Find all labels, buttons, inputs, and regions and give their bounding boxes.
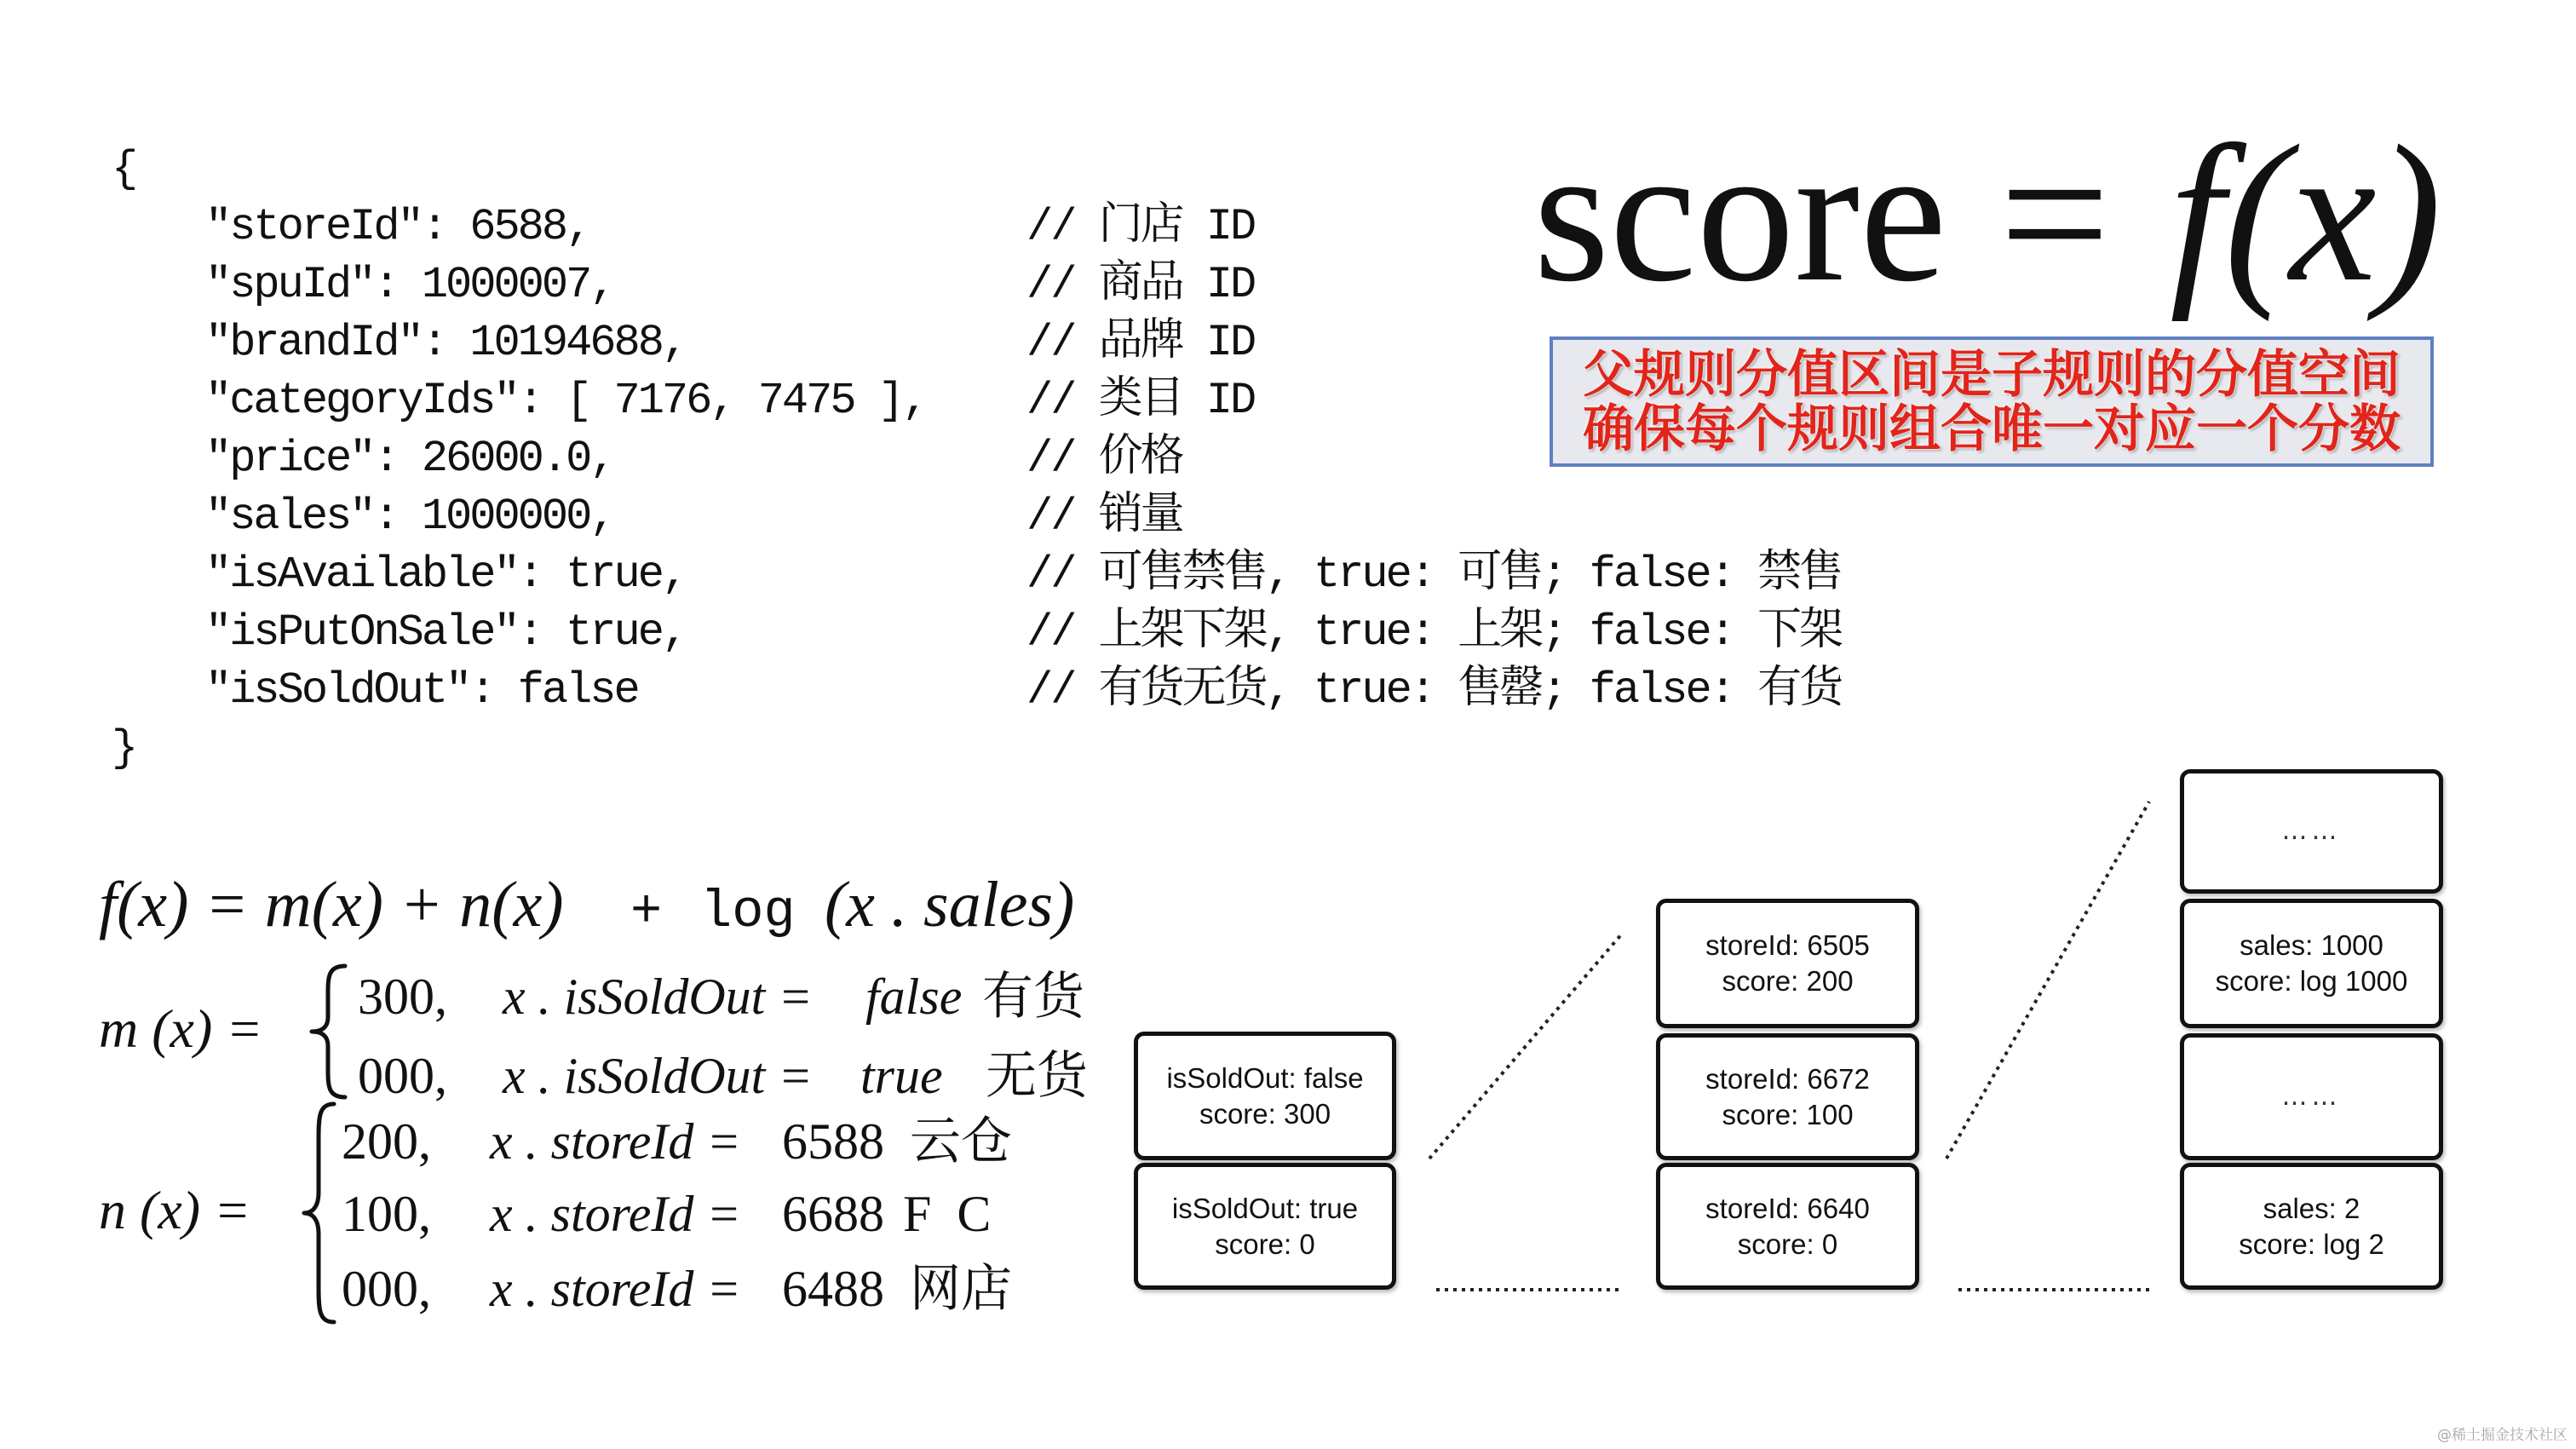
code-comment: // 价格 — [1026, 434, 1182, 484]
case-condition: x . isSoldOut = — [503, 969, 813, 1025]
case-condition: x . storeId = — [490, 1113, 741, 1170]
case-label: F C — [903, 1186, 992, 1242]
rule-note-box — [1550, 336, 2434, 467]
code-comment: // 上架下架, true: 上架; false: 下架 — [1026, 607, 1842, 658]
node-score: score: log 2 — [2239, 1228, 2384, 1260]
node-score: score: log 1000 — [2215, 965, 2408, 997]
node-field: storeId: 6640 — [1705, 1192, 1870, 1224]
headline-equals: = — [1999, 105, 2110, 322]
case-value: 200, — [342, 1113, 431, 1170]
code-text: "brandId": 10194688, — [205, 318, 687, 368]
node-score: score: 0 — [1737, 1228, 1838, 1260]
formula-log: log — [700, 882, 796, 942]
node-field: sales: 1000 — [2240, 929, 2383, 961]
code-close-brace-row — [0, 720, 2044, 778]
n-case-row — [0, 1259, 1107, 1319]
code-comment: // 销量 — [1026, 492, 1182, 542]
node-score: score: 0 — [1215, 1228, 1315, 1260]
node-score: score: 300 — [1199, 1097, 1331, 1130]
node-field: sales: 2 — [2263, 1192, 2360, 1224]
case-value: 300, — [358, 969, 447, 1025]
m-case-row — [0, 1046, 1107, 1106]
code-open-brace: { — [112, 144, 136, 194]
m-case-row — [0, 967, 1107, 1026]
node-ellipsis: …… — [2281, 1081, 2342, 1112]
case-label: 无货 — [986, 1046, 1088, 1106]
code-text: "isAvailable": true, — [205, 549, 687, 600]
node-score: score: 100 — [1722, 1098, 1854, 1130]
case-label: 网店 — [910, 1259, 1012, 1319]
tree-node-ellipsis-middle — [2180, 1033, 2443, 1160]
code-comment: // 有货无货, true: 售罄; false: 有货 — [1026, 665, 1842, 716]
node-ellipsis: …… — [2281, 816, 2342, 846]
formula-log-argument: (x . sales) — [825, 869, 1075, 940]
code-comment: // 类目 ID — [1026, 376, 1255, 426]
node-field: isSoldOut: true — [1171, 1192, 1359, 1224]
tree-node-store-6672 — [1656, 1033, 1919, 1160]
tree-node-sales-1000 — [2180, 899, 2443, 1028]
node-field: storeId: 6505 — [1705, 929, 1870, 961]
case-label: 有货 — [982, 967, 1084, 1026]
node-score: score: 200 — [1722, 965, 1854, 997]
node-field: storeId: 6672 — [1705, 1062, 1870, 1095]
dotted-connector-diagonal-2 — [1946, 802, 2149, 1159]
case-condition: x . isSoldOut = — [503, 1048, 813, 1104]
code-comment: // 品牌 ID — [1026, 318, 1255, 368]
case-value: 100, — [342, 1186, 431, 1242]
m-function-label: m (x) = — [99, 998, 263, 1059]
code-line-is-available — [0, 546, 2044, 604]
code-comment: // 可售禁售, true: 可售; false: 禁售 — [1026, 549, 1842, 600]
code-line-sales — [0, 488, 2044, 546]
headline-rhs: f(x) — [2170, 105, 2442, 322]
code-close-brace: } — [112, 723, 136, 773]
case-condition-value: true — [860, 1048, 943, 1104]
code-text: "categoryIds": [ 7176, 7475 ], — [205, 376, 927, 426]
watermark: @稀土掘金技术社区 — [2437, 1427, 2567, 1444]
tree-node-store-6640 — [1656, 1163, 1919, 1290]
code-text: "isSoldOut": false — [205, 665, 638, 716]
code-line-is-sold-out — [0, 662, 2044, 720]
dotted-connector-diagonal-1 — [1429, 933, 1623, 1159]
case-condition-value: 6688 — [782, 1186, 884, 1242]
code-text: "spuId": 1000007, — [205, 260, 614, 310]
n-case-row — [0, 1186, 1107, 1242]
tree-node-issoldout-false — [1134, 1032, 1396, 1160]
case-condition: x . storeId = — [490, 1261, 741, 1317]
case-value: 000, — [342, 1261, 431, 1317]
n-function-label: n (x) = — [99, 1180, 251, 1240]
rule-note-line-2: 确保每个规则组合唯一对应一个分数 — [1583, 399, 2401, 459]
code-line-is-put-on-sale — [0, 604, 2044, 662]
case-condition-value: 6488 — [782, 1261, 884, 1317]
tree-node-sales-2 — [2180, 1163, 2443, 1290]
formula-plus: + — [630, 882, 663, 942]
code-text: "isPutOnSale": true, — [205, 607, 687, 658]
case-value: 000, — [358, 1048, 447, 1104]
headline-formula — [1533, 105, 2442, 322]
case-condition: x . storeId = — [490, 1186, 741, 1242]
code-comment: // 门店 ID — [1026, 202, 1255, 252]
rule-note-line-1: 父规则分值区间是子规则的分值空间 — [1583, 344, 2401, 405]
case-label: 云仓 — [910, 1112, 1012, 1171]
case-condition-value: 6588 — [782, 1113, 884, 1170]
formula-lhs: f(x) = m(x) + n(x) — [99, 869, 564, 940]
tree-node-store-6505 — [1656, 899, 1919, 1028]
case-condition-value: false — [865, 969, 963, 1025]
node-field: isSoldOut: false — [1166, 1061, 1364, 1094]
code-text: "sales": 1000000, — [205, 492, 614, 542]
code-text: "price": 26000.0, — [205, 434, 614, 484]
tree-node-ellipsis-top — [2180, 769, 2443, 894]
code-comment: // 商品 ID — [1026, 260, 1255, 310]
tree-node-issoldout-true — [1134, 1163, 1396, 1290]
headline-lhs: score — [1533, 105, 1947, 322]
code-text: "storeId": 6588, — [205, 202, 590, 252]
n-case-row — [0, 1112, 1107, 1171]
